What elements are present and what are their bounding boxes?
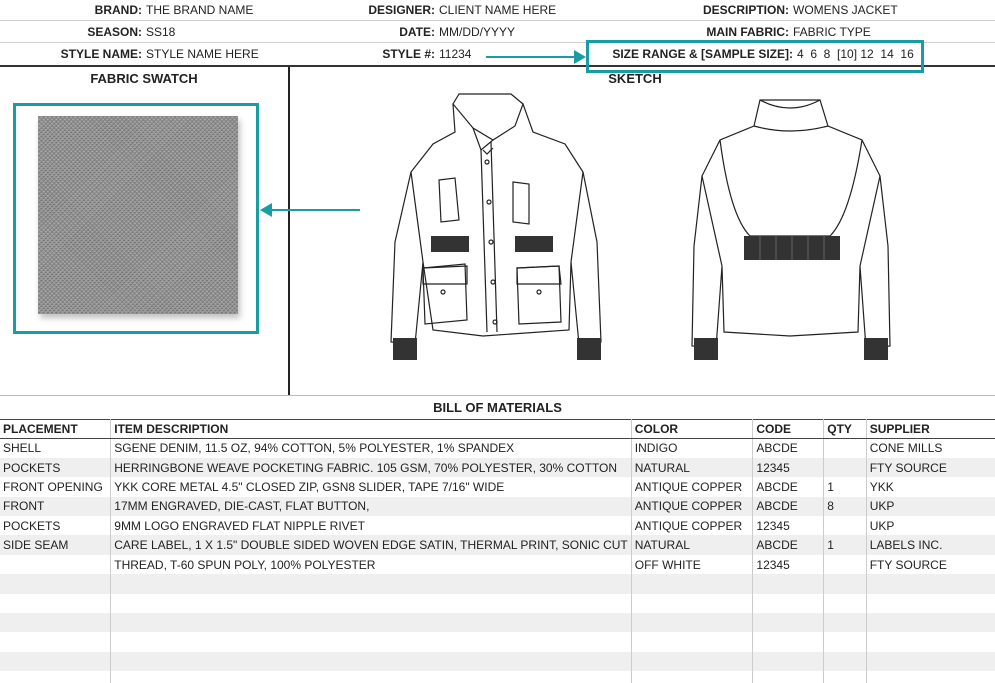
table-row xyxy=(0,613,995,632)
col-header-code: CODE xyxy=(753,420,824,439)
cell-placement[interactable] xyxy=(0,632,111,651)
table-row xyxy=(0,632,995,651)
col-header-supplier: SUPPLIER xyxy=(866,420,995,439)
size-arrow-line xyxy=(486,56,578,58)
bom-body xyxy=(0,439,995,683)
season-field xyxy=(87,21,176,42)
cell-supplier[interactable]: UKP xyxy=(866,497,995,516)
description-value[interactable]: WOMENS JACKET xyxy=(793,3,898,17)
cell-code[interactable] xyxy=(753,652,824,671)
cell-code[interactable]: ABCDE xyxy=(753,477,824,496)
cell-item-description[interactable] xyxy=(111,613,632,632)
brand-label: BRAND: xyxy=(94,3,142,17)
cell-code[interactable]: 12345 xyxy=(753,555,824,574)
cell-qty[interactable]: 1 xyxy=(824,535,866,554)
cell-code[interactable] xyxy=(753,613,824,632)
cell-item-description[interactable] xyxy=(111,574,632,593)
size-arrow-head-icon xyxy=(574,50,586,64)
cell-item-description[interactable] xyxy=(111,632,632,651)
bom-header-row xyxy=(0,420,995,439)
cell-supplier[interactable]: CONE MILLS xyxy=(869,441,943,456)
cell-placement[interactable] xyxy=(0,652,111,671)
bom-title: BILL OF MATERIALS xyxy=(0,395,995,419)
cell-color[interactable] xyxy=(631,671,753,683)
cell-placement[interactable]: POCKETS xyxy=(0,458,111,477)
cell-supplier[interactable] xyxy=(866,594,995,613)
cell-supplier[interactable]: FTY SOURCE xyxy=(869,557,947,572)
cell-qty[interactable] xyxy=(824,652,866,671)
cell-qty[interactable]: 8 xyxy=(824,497,866,516)
date-field xyxy=(399,21,516,42)
cell-code[interactable]: ABCDE xyxy=(753,439,824,458)
cell-qty[interactable] xyxy=(824,594,866,613)
table-row xyxy=(0,458,995,477)
cell-color[interactable] xyxy=(631,574,753,593)
size-range-label: SIZE RANGE & [SAMPLE SIZE]: xyxy=(612,47,793,61)
date-value[interactable]: MM/DD/YYYY xyxy=(439,24,516,39)
table-row xyxy=(0,516,995,535)
cell-qty[interactable] xyxy=(824,555,866,574)
cell-color[interactable] xyxy=(631,613,753,632)
jacket-front-sketch xyxy=(383,92,609,364)
cell-item-description[interactable]: SGENE DENIM, 11.5 OZ, 94% COTTON, 5% POLYESTER, 1% SPANDEX xyxy=(111,439,632,458)
panel-divider xyxy=(288,67,290,395)
table-row xyxy=(0,535,995,554)
season-label: SEASON: xyxy=(87,24,142,39)
cell-placement[interactable] xyxy=(0,671,111,683)
table-row xyxy=(0,555,995,574)
cell-placement[interactable]: POCKETS xyxy=(0,516,111,535)
table-row xyxy=(0,497,995,516)
brand-field xyxy=(94,0,254,20)
cell-supplier[interactable]: LABELS INC. xyxy=(866,535,995,554)
cell-code[interactable] xyxy=(753,632,824,651)
cell-qty[interactable] xyxy=(824,516,866,535)
brand-value[interactable]: THE BRAND NAME xyxy=(146,3,254,17)
header-row-1 xyxy=(0,0,995,21)
cell-supplier[interactable] xyxy=(866,632,995,651)
cell-color[interactable]: INDIGO xyxy=(631,439,753,458)
cell-code[interactable]: ABCDE xyxy=(753,497,824,516)
fabric-swatch-image xyxy=(38,116,238,314)
description-label: DESCRIPTION: xyxy=(702,3,789,17)
designer-label: DESIGNER: xyxy=(368,3,435,17)
cell-supplier[interactable] xyxy=(866,652,995,671)
cell-item-description[interactable] xyxy=(111,671,632,683)
cell-placement[interactable]: SIDE SEAM xyxy=(0,535,111,554)
cell-supplier[interactable] xyxy=(866,574,995,593)
cell-color[interactable]: NATURAL xyxy=(631,458,753,477)
designer-value[interactable]: CLIENT NAME HERE xyxy=(439,3,557,17)
cell-item-description[interactable] xyxy=(111,652,632,671)
cell-qty[interactable] xyxy=(824,458,866,477)
cell-item-description[interactable]: CARE LABEL, 1 X 1.5" DOUBLE SIDED WOVEN EDGE SATIN, THERMAL PRINT, SONIC CUT xyxy=(111,535,632,554)
cell-qty[interactable]: 1 xyxy=(824,477,866,496)
style-name-label: STYLE NAME: xyxy=(60,47,142,61)
bom-table xyxy=(0,419,995,683)
col-header-color: COLOR xyxy=(631,420,753,439)
cell-code[interactable]: 12345 xyxy=(753,458,824,477)
col-header-item-description: ITEM DESCRIPTION xyxy=(111,420,632,439)
style-number-label: STYLE #: xyxy=(382,47,435,61)
cell-placement[interactable] xyxy=(0,594,111,613)
cell-qty[interactable] xyxy=(824,439,866,458)
sketch-title: SKETCH xyxy=(608,71,662,86)
cell-supplier[interactable]: YKK xyxy=(869,479,894,494)
cell-supplier[interactable]: UKP xyxy=(869,518,895,533)
cell-code[interactable] xyxy=(753,671,824,683)
cell-color[interactable]: ANTIQUE COPPER xyxy=(631,477,753,496)
cell-color[interactable] xyxy=(631,652,753,671)
cell-item-description[interactable]: 9MM LOGO ENGRAVED FLAT NIPPLE RIVET xyxy=(111,516,632,535)
cell-color[interactable]: OFF WHITE xyxy=(631,555,753,574)
style-name-field xyxy=(60,43,259,65)
cell-placement[interactable] xyxy=(0,613,111,632)
swatch-arrow-head-icon xyxy=(260,203,272,217)
cell-code[interactable] xyxy=(753,594,824,613)
cell-item-description[interactable]: HERRINGBONE WEAVE POCKETING FABRIC. 105 GSM, 70% POLYESTER, 30% COTTON xyxy=(111,458,632,477)
swatch-arrow-line xyxy=(272,209,360,211)
jacket-back-sketch xyxy=(690,96,892,364)
cell-placement[interactable]: SHELL xyxy=(0,439,111,458)
main-fabric-field xyxy=(706,21,871,42)
cell-item-description[interactable]: YKK CORE METAL 4.5" CLOSED ZIP, GSN8 SLIDER, TAPE 7/16" WIDE xyxy=(111,477,632,496)
cell-color[interactable]: ANTIQUE COPPER xyxy=(631,516,753,535)
cell-qty[interactable] xyxy=(824,574,866,593)
cell-placement[interactable]: FRONT OPENING xyxy=(0,477,111,496)
cell-placement[interactable]: FRONT xyxy=(0,497,111,516)
cell-item-description[interactable]: 17MM ENGRAVED, DIE-CAST, FLAT BUTTON, xyxy=(111,497,632,516)
season-value[interactable]: SS18 xyxy=(146,24,176,39)
cell-supplier[interactable]: FTY SOURCE xyxy=(866,458,995,477)
cell-placement[interactable] xyxy=(0,555,111,574)
col-header-qty: QTY xyxy=(824,420,866,439)
cell-code[interactable]: 12345 xyxy=(753,516,824,535)
cell-code[interactable]: ABCDE xyxy=(753,535,824,554)
table-row xyxy=(0,477,995,496)
cell-color[interactable]: ANTIQUE COPPER xyxy=(631,497,753,516)
cell-color[interactable] xyxy=(631,594,753,613)
cell-color[interactable] xyxy=(631,632,753,651)
cell-supplier[interactable] xyxy=(866,613,995,632)
main-fabric-label: MAIN FABRIC: xyxy=(706,24,789,39)
size-range-highlight xyxy=(586,40,924,73)
size-range-value[interactable]: 4 6 8 [10] 12 14 16 xyxy=(797,47,914,61)
designer-field xyxy=(368,0,557,20)
date-label: DATE: xyxy=(399,24,435,39)
cell-item-description[interactable] xyxy=(111,594,632,613)
fabric-swatch-frame xyxy=(13,103,259,334)
style-name-value[interactable]: STYLE NAME HERE xyxy=(146,47,259,61)
main-fabric-value[interactable]: FABRIC TYPE xyxy=(793,24,871,39)
table-row xyxy=(0,652,995,671)
cell-color[interactable]: NATURAL xyxy=(631,535,753,554)
cell-supplier[interactable] xyxy=(866,671,995,683)
description-field xyxy=(702,0,898,20)
style-number-field xyxy=(382,43,472,65)
cell-code[interactable] xyxy=(753,574,824,593)
cell-item-description[interactable]: THREAD, T-60 SPUN POLY, 100% POLYESTER xyxy=(111,555,632,574)
cell-qty[interactable] xyxy=(824,613,866,632)
table-row xyxy=(0,671,995,683)
cell-qty[interactable] xyxy=(824,632,866,651)
table-row xyxy=(0,574,995,593)
table-row xyxy=(0,439,995,458)
fabric-swatch-title: FABRIC SWATCH xyxy=(90,71,198,86)
table-row xyxy=(0,594,995,613)
cell-placement[interactable] xyxy=(0,574,111,593)
style-number-value[interactable]: 11234 xyxy=(439,47,472,61)
col-header-placement: PLACEMENT xyxy=(0,420,111,439)
cell-qty[interactable] xyxy=(824,671,866,683)
